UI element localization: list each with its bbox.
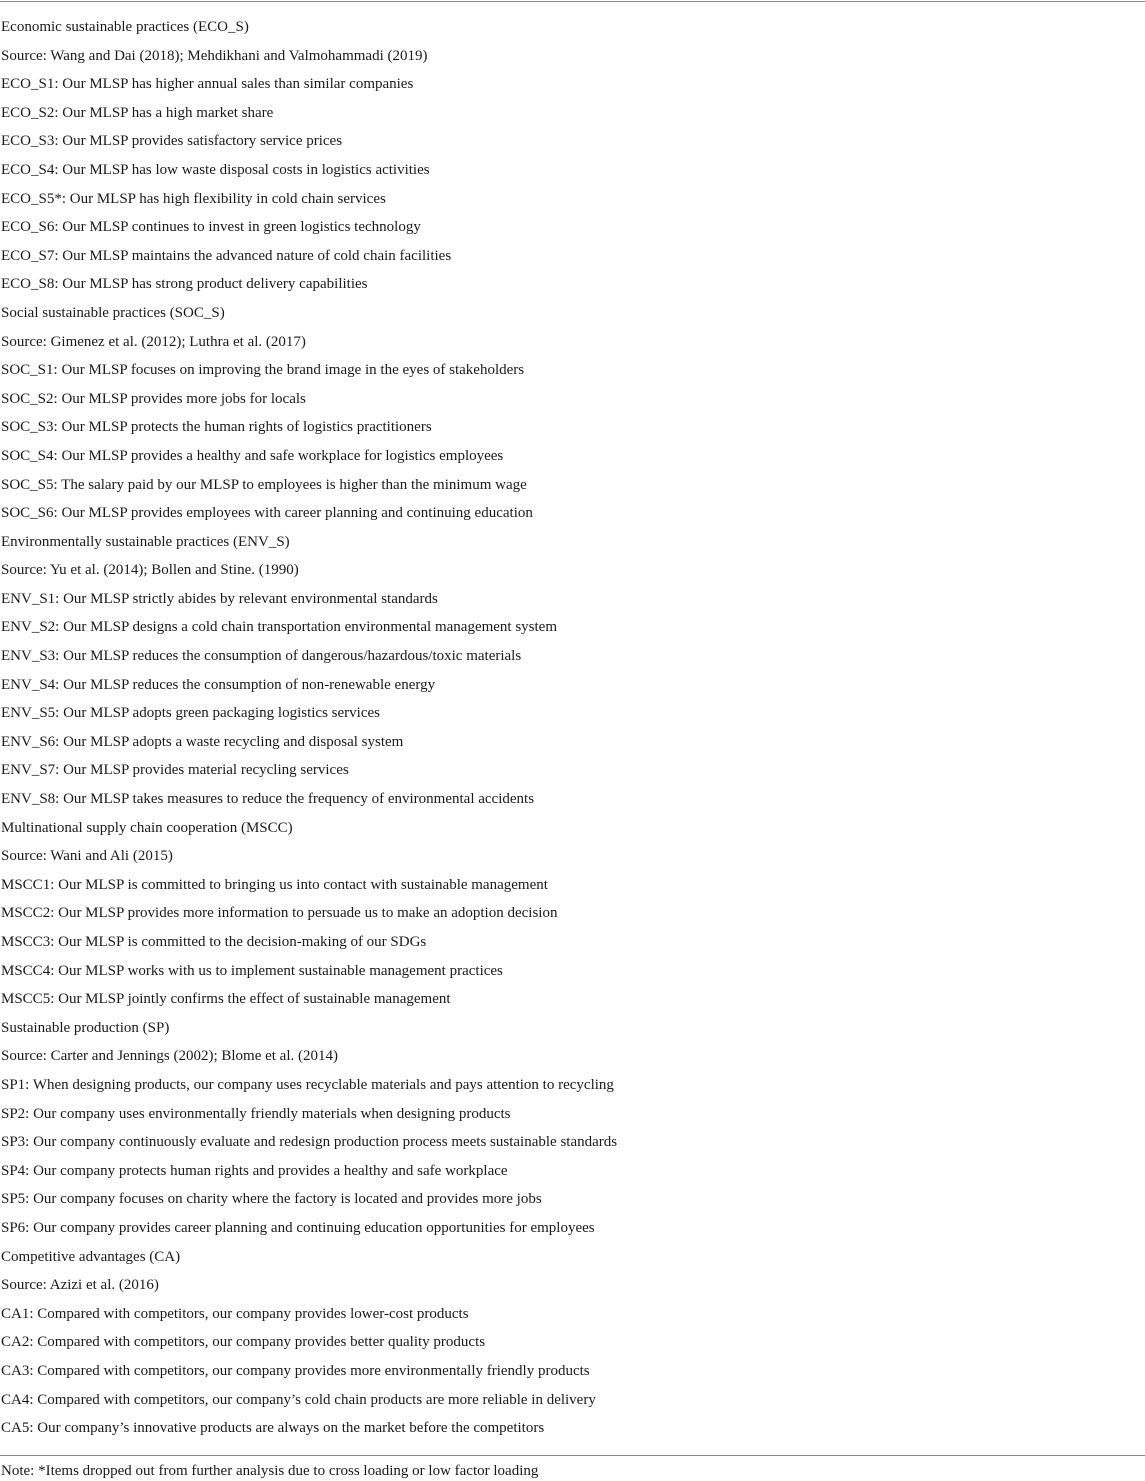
table-footnote: Note: *Items dropped out from further analysis due to cross loading or low factor loading [1,1463,539,1479]
table-row: ENV_S2: Our MLSP designs a cold chain transportation environmental management system [1,619,558,636]
table-row: Social sustainable practices (SOC_S) [1,304,225,321]
table-row: Source: Azizi et al. (2016) [1,1277,159,1294]
table-bottom-rule [0,1455,1145,1456]
table-row: SOC_S2: Our MLSP provides more jobs for locals [1,390,306,407]
table-row: Source: Wani and Ali (2015) [1,848,173,865]
table-row: MSCC4: Our MLSP works with us to implement sustainable management practices [1,962,503,979]
table-row: ENV_S5: Our MLSP adopts green packaging logistics services [1,705,380,722]
table-row: Economic sustainable practices (ECO_S) [1,19,249,35]
table-row: ENV_S4: Our MLSP reduces the consumption of non-renewable energy [1,676,436,693]
table-row: CA4: Compared with competitors, our company’s cold chain products are more reliable in delivery [1,1391,596,1408]
table-row: ECO_S6: Our MLSP continues to invest in green logistics technology [1,219,421,236]
table-row: MSCC3: Our MLSP is committed to the decision-making of our SDGs [1,934,427,950]
table-row: ECO_S2: Our MLSP has a high market share [1,104,274,121]
table-row: CA1: Compared with competitors, our company provides lower-cost products [1,1305,469,1322]
table-row: SOC_S1: Our MLSP focuses on improving the brand image in the eyes of stakeholders [1,362,525,379]
table-row: ECO_S8: Our MLSP has strong product delivery capabilities [1,276,368,293]
table-row: SP2: Our company uses environmentally friendly materials when designing products [1,1105,511,1122]
table-row: SP3: Our company continuously evaluate and redesign production process meets sustainable standards [1,1134,618,1151]
measurement-items-table [1,13,1141,1443]
table-row: MSCC2: Our MLSP provides more information to persuade us to make an adoption decision [1,905,558,922]
table-row: SP5: Our company focuses on charity where the factory is located and provides more jobs [1,1191,542,1208]
table-row: Environmentally sustainable practices (ENV_S) [1,533,290,550]
table-row: SOC_S3: Our MLSP protects the human rights of logistics practitioners [1,419,432,436]
table-row: ENV_S7: Our MLSP provides material recycling services [1,762,349,779]
table-row: SOC_S6: Our MLSP provides employees with career planning and continuing education [1,505,533,522]
table-row: CA2: Compared with competitors, our company provides better quality products [1,1334,486,1351]
table-row: ENV_S6: Our MLSP adopts a waste recycling and disposal system [1,733,404,750]
table-row: ECO_S4: Our MLSP has low waste disposal costs in logistics activities [1,161,430,178]
table-row: MSCC1: Our MLSP is committed to bringing us into contact with sustainable management [1,876,548,893]
table-row: Multinational supply chain cooperation (MSCC) [1,819,293,836]
table-row: Source: Carter and Jennings (2002); Blome et al. (2014) [1,1048,339,1065]
table-row: CA5: Our company’s innovative products are always on the market before the competitors [1,1420,545,1437]
table-row: ECO_S3: Our MLSP provides satisfactory service prices [1,133,343,150]
table-row: ECO_S1: Our MLSP has higher annual sales than similar companies [1,76,414,93]
table-row: Sustainable production (SP) [1,1019,170,1036]
table-row: CA3: Compared with competitors, our company provides more environmentally friendly products [1,1362,590,1379]
table-row: MSCC5: Our MLSP jointly confirms the effect of sustainable management [1,991,451,1008]
table-row: Competitive advantages (CA) [1,1248,181,1265]
table-top-rule [0,1,1145,2]
table-row: ENV_S1: Our MLSP strictly abides by relevant environmental standards [1,590,438,607]
table-row: Source: Yu et al. (2014); Bollen and Stine. (1990) [1,562,299,579]
table-row: SP6: Our company provides career planning and continuing education opportunities for employees [1,1219,595,1236]
table-row: ECO_S5*: Our MLSP has high flexibility in cold chain services [1,190,386,207]
table-row: SP1: When designing products, our company uses recyclable materials and pays attention to recycling [1,1076,614,1093]
table-row: ENV_S3: Our MLSP reduces the consumption of dangerous/hazardous/toxic materials [1,648,522,665]
table-row: ECO_S7: Our MLSP maintains the advanced nature of cold chain facilities [1,247,452,264]
table-row: Source: Gimenez et al. (2012); Luthra et al. (2017) [1,333,306,350]
table-row: SOC_S4: Our MLSP provides a healthy and safe workplace for logistics employees [1,447,504,464]
table-row: SP4: Our company protects human rights and provides a healthy and safe workplace [1,1162,508,1179]
table-row: ENV_S8: Our MLSP takes measures to reduce the frequency of environmental accidents [1,791,535,808]
table-row: Source: Wang and Dai (2018); Mehdikhani and Valmohammadi (2019) [1,47,428,64]
table-row: SOC_S5: The salary paid by our MLSP to employees is higher than the minimum wage [1,476,527,493]
